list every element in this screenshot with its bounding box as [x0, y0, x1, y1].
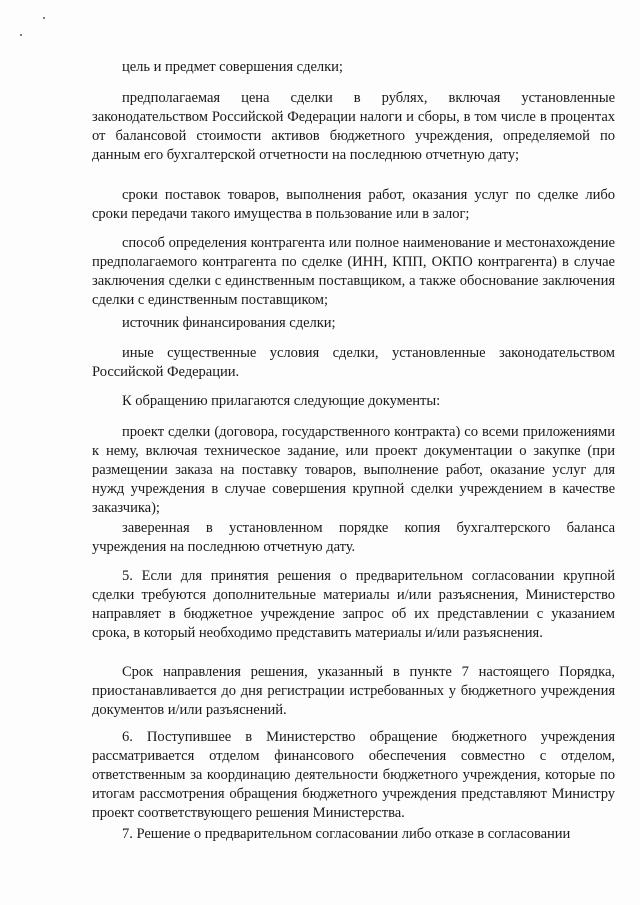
paragraph-terms: сроки поставок товаров, выполнения работ, оказания услуг по сделке либо сроки передачи такого имущества в пользование или в залог; [92, 187, 615, 222]
paragraph-section-7: 7. Решение о предварительном согласовании либо отказе в согласовании [122, 826, 571, 842]
paragraph-counterparty: способ определения контрагента или полное наименование и местонахождение предполагаемого контрагента по сделке (ИНН, КПП, ОКПО контрагента) в случае заключения сделки с единственным поставщиком, а также обоснование заключения сделки с единственным поставщиком; [92, 235, 615, 308]
paragraph-balance-copy: заверенная в установленном порядке копия бухгалтерского баланса учреждения на последнюю отчетную дату. [92, 520, 615, 555]
paragraph-draft-contract: проект сделки (договора, государственного контракта) со всеми приложениями к нему, включая техническое задание, или проект документации о закупке (при размещении заказа на поставку товаров, выполнение работ, оказание услуг для нужд учреждения в случае совершения крупной сделки учреждением в качестве заказчика); [92, 424, 615, 516]
paragraph-deadline-suspension: Срок направления решения, указанный в пункте 7 настоящего Порядка, приостанавливается до дня регистрации истребованных у бюджетного учреждения документов и/или разъяснений. [92, 664, 615, 718]
paragraph-other-terms: иные существенные условия сделки, установленные законодательством Российской Федерации. [92, 345, 615, 380]
paragraph-section-5: 5. Если для принятия решения о предварительном согласовании крупной сделки требуются дополнительные материалы и/или разъяснения, Министерство направляет в бюджетное учреждение запрос об их представлении с указанием срока, в который необходимо представить материалы и/или разъяснения. [92, 568, 615, 641]
paragraph-funding: источник финансирования сделки; [122, 315, 336, 331]
paragraph-attachments-heading: К обращению прилагаются следующие документы: [122, 393, 441, 409]
scan-artifact [20, 34, 22, 36]
paragraph-purpose: цель и предмет совершения сделки; [122, 59, 343, 75]
scan-artifact [43, 17, 45, 19]
paragraph-price: предполагаемая цена сделки в рублях, включая установленные законодательством Российской Федерации налоги и сборы, в том числе в процентах от балансовой стоимости активов бюджетного учреждения, определяемой по данным его бухгалтерской отчетности на последнюю отчетную дату; [92, 90, 615, 163]
paragraph-section-6: 6. Поступившее в Министерство обращение бюджетного учреждения рассматривается отделом финансового обеспечения совместно с отделом, ответственным за координацию деятельности бюджетного учреждения, которые по итогам рассмотрения обращения бюджетного учреждения представляют Министру проект соответствующего решения Министерства. [92, 729, 615, 821]
